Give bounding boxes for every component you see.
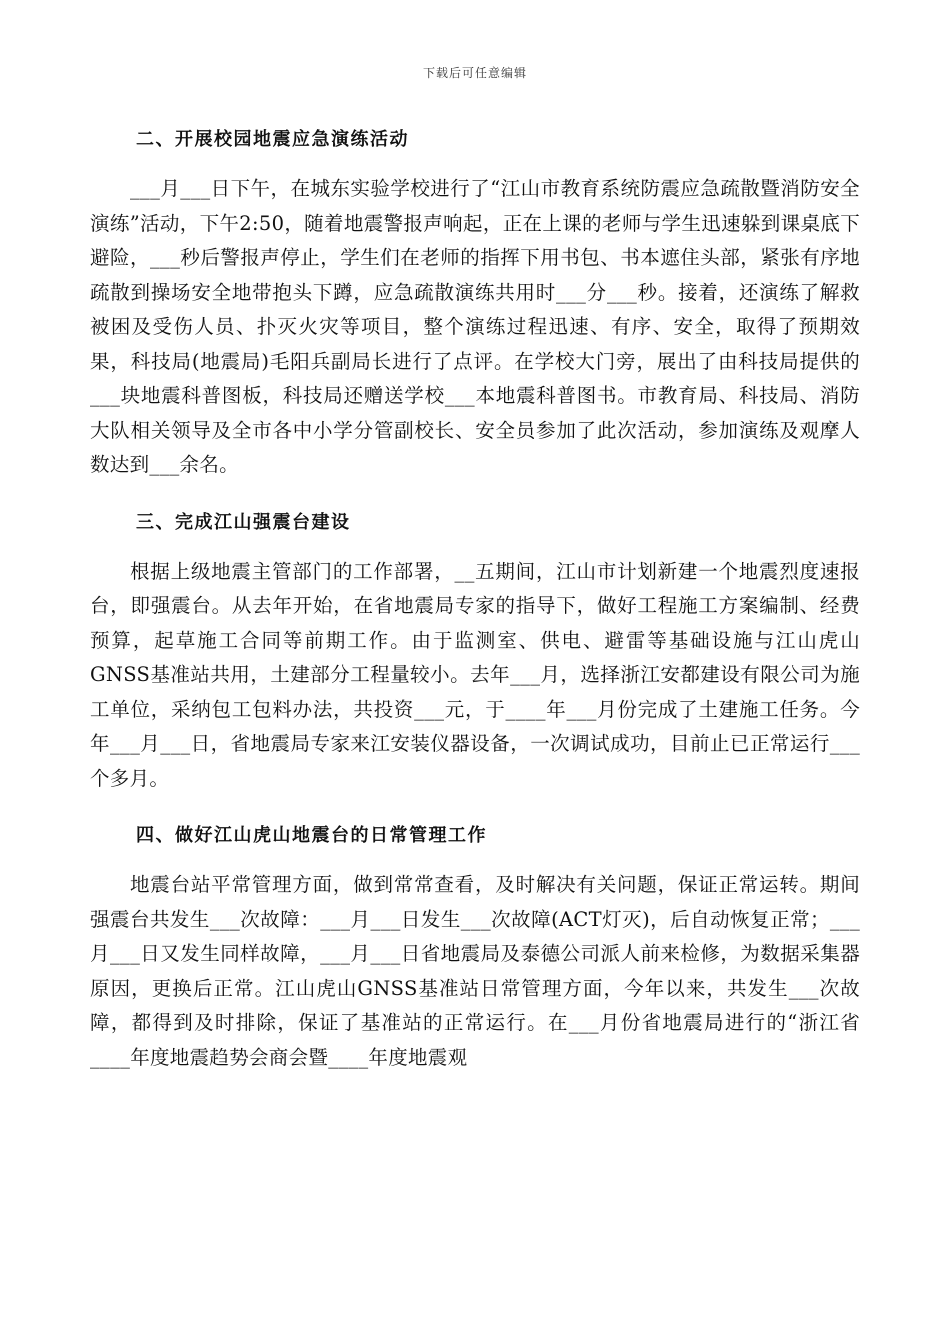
section-paragraph-4: 地震台站平常管理方面，做到常常查看，及时解决有关问题，保证正常运转。期间强震台共发生___次故障：___月___日发生___次故障(ACT灯灭)，后自动恢复正常；___月___日又发生同样故障，___月___日省地震局及泰德公司派人前来检修，为数据采集器原因，更换后正常。江山虎山GNSS基准站日常管理方面，今年以来，共发生___次故障，都得到及时排除，保证了基准站的正常运行。在___月份省地震局进行的“浙江省____年度地震趋势会商会暨____年度地震观 [90,873,860,1069]
section-heading-4: 四、做好江山虎山地震台的日常管理工作 [136,825,487,846]
section-heading-2: 二、开展校园地震应急演练活动 [136,129,409,150]
section-paragraph-3: 根据上级地震主管部门的工作部署，__五期间，江山市计划新建一个地震烈度速报台，即强震台。从去年开始，在省地震局专家的指导下，做好工程施工方案编制、经费预算，起草施工合同等前期工作。由于监测室、供电、避雷等基础设施与江山虎山GNSS基准站共用，土建部分工程量较小。去年___月，选择浙江安都建设有限公司为施工单位，采纳包工包料办法，共投资___元，于____年___月份完成了土建施工任务。今年___月___日，省地震局专家来江安装仪器设备，一次调试成功，目前止已正常运行___个多月。 [90,559,860,790]
document-body [90,120,860,1095]
page-header: 下载后可任意编辑 [422,66,527,80]
section-paragraph-2: ___月___日下午，在城东实验学校进行了“江山市教育系统防震应急疏散暨消防安全演练”活动，下午2:50，随着地震警报声响起，正在上课的老师与学生迅速躲到课桌底下避险，___秒后警报声停止，学生们在老师的指挥下用书包、书本遮住头部，紧张有序地疏散到操场安全地带抱头下蹲，应急疏散演练共用时___分___秒。接着，还演练了解救被困及受伤人员、扑灭火灾等项目，整个演练过程迅速、有序、安全，取得了预期效果，科技局(地震局)毛阳兵副局长进行了点评。在学校大门旁，展出了由科技局提供的___块地震科普图板，科技局还赠送学校___本地震科普图书。市教育局、科技局、消防大队相关领导及全市各中小学分管副校长、安全员参加了此次活动，参加演练及观摩人数达到___余名。 [90,177,860,476]
section-heading-3: 三、完成江山强震台建设 [136,511,351,533]
